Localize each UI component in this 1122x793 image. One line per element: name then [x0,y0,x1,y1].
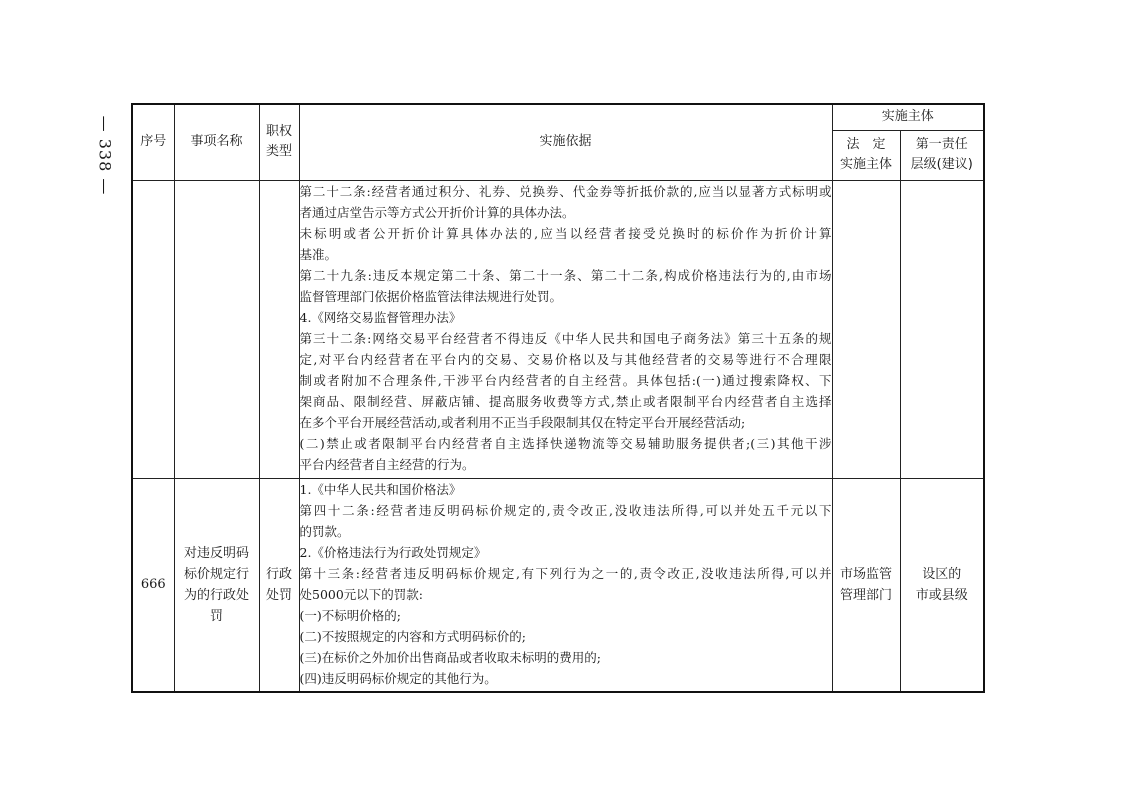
basis-line: 未标明或者公开折价计算具体办法的,应当以经营者接受兑换时的标价作为折价计算 [299,225,832,241]
header-item-name: 事项名称 [174,104,259,180]
basis-line: (二)不按照规定的内容和方式明码标价的; [299,628,526,644]
header-responsible-level-line2: 层级(建议) [910,157,973,172]
basis-line: 者通过店堂告示等方式公开折价计算的具体办法。 [299,204,575,220]
responsible-level-cell [900,478,984,692]
table-row [132,180,984,478]
power-type-cell [259,180,299,478]
legal-implementer-cell-line: 市场监管 [839,566,892,582]
power-type-cell-line: 行政 [265,566,292,582]
header-responsible-level [900,130,984,180]
basis-line: 2.《价格违法行为行政处罚规定》 [299,544,487,560]
basis-line: 的罚款。 [299,523,350,539]
responsible-level-cell-line: 设区的 [922,566,962,582]
header-legal-implementer-line2: 实施主体 [839,157,892,172]
page-number: — 338 — [95,115,115,195]
item-name-cell-line: 罚 [209,608,223,624]
basis-line: 基准。 [299,246,338,262]
regulation-table [131,103,985,693]
item-name-cell-line: 标价规定行 [183,566,249,582]
basis-line: 4.《网络交易监督管理办法》 [299,309,462,325]
header-legal-implementer [832,130,900,180]
header-basis: 实施依据 [299,104,832,180]
legal-implementer-cell-line: 管理部门 [839,587,892,603]
item-name-cell [174,180,259,478]
basis-line: 监督管理部门依据价格监管法律法规进行处罚。 [299,288,563,304]
basis-line: 处5000元以下的罚款: [299,586,424,602]
basis-line: 制或者附加不合理条件,干涉平台内经营者的自主经营。具体包括:(一)通过搜索降权、下 [299,372,832,388]
basis-line: 架商品、限制经营、屏蔽店铺、提高服务收费等方式,禁止或者限制平台内经营者自主选择 [299,393,832,409]
item-name-cell [174,478,259,692]
item-name-cell-line: 对违反明码 [183,545,249,561]
basis-line: 第二十九条:违反本规定第二十条、第二十一条、第二十二条,构成价格违法行为的,由市场 [299,267,832,283]
responsible-level-cell [900,180,984,478]
header-legal-implementer-line1: 法 定 [846,137,886,152]
item-name-cell-line: 为的行政处 [183,587,249,603]
header-responsible-level-line1: 第一责任 [915,137,968,152]
basis-line: (四)违反明码标价规定的其他行为。 [299,670,497,686]
table-body [132,180,984,692]
basis-line: 在多个平台开展经营活动,或者利用不正当手段限制其仅在特定平台开展经营活动; [299,414,746,430]
header-seq: 序号 [132,104,174,180]
seq-cell: 666 [132,478,174,692]
legal-implementer-cell [832,478,900,692]
basis-line: 第三十二条:网络交易平台经营者不得违反《中华人民共和国电子商务法》第三十五条的规 [299,330,832,346]
basis-line: 第四十二条:经营者违反明码标价规定的,责令改正,没收违法所得,可以并处五千元以下 [299,502,832,518]
basis-line: 定,对平台内经营者在平台内的交易、交易价格以及与其他经营者的交易等进行不合理限 [299,351,832,367]
basis-line: 1.《中华人民共和国价格法》 [299,481,462,497]
legal-implementer-cell [832,180,900,478]
header-power-type-text [260,122,299,162]
basis-cell [299,478,832,692]
header-power-type [259,104,299,180]
table-row [132,478,984,692]
basis-cell [299,180,832,478]
header-power-type-line: 类型 [265,144,292,160]
seq-cell [132,180,174,478]
basis-line: 平台内经营者自主经营的行为。 [299,456,475,472]
basis-line: (二)禁止或者限制平台内经营者自主选择快递物流等交易辅助服务提供者;(三)其他干涉 [299,435,832,451]
header-power-type-line: 职权 [265,124,292,140]
power-type-cell [259,478,299,692]
basis-line: (三)在标价之外加价出售商品或者收取未标明的费用的; [299,649,601,665]
responsible-level-cell-line: 市或县级 [915,587,968,603]
header-implementer-group: 实施主体 [832,104,984,130]
power-type-cell-line: 处罚 [265,587,292,603]
basis-line: 第二十二条:经营者通过积分、礼券、兑换券、代金券等折抵价款的,应当以显著方式标明或 [299,183,832,199]
basis-line: 第十三条:经营者违反明码标价规定,有下列行为之一的,责令改正,没收违法所得,可以并 [299,565,832,581]
basis-line: (一)不标明价格的; [299,607,401,623]
